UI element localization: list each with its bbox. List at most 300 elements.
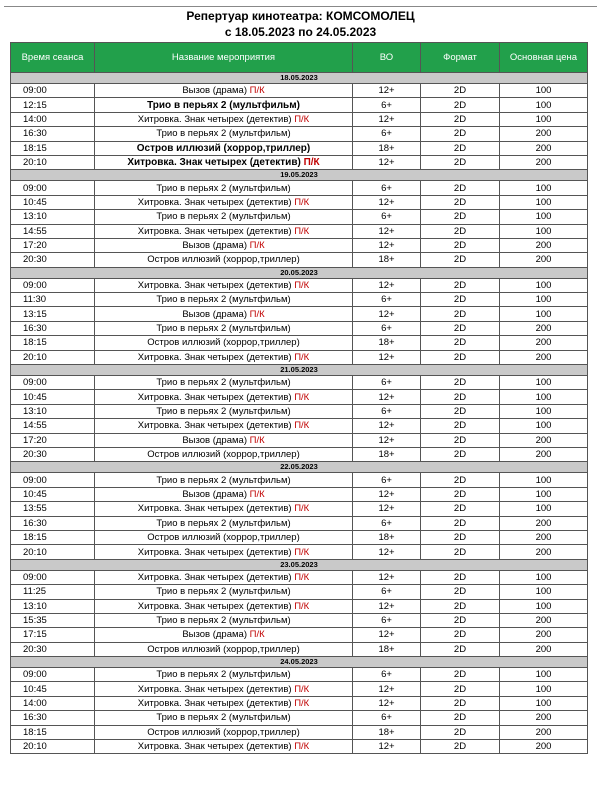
pk-label: П/К [294, 225, 310, 237]
format-cell: 2D [421, 570, 500, 584]
date-label: 19.05.2023 [11, 170, 588, 181]
age-cell: 12+ [353, 570, 421, 584]
table-row [11, 711, 588, 725]
title-cell [95, 682, 353, 696]
title-cell [95, 253, 353, 267]
price-cell: 200 [500, 253, 588, 267]
table-row [11, 278, 588, 292]
time-cell: 16:30 [11, 516, 95, 530]
title-cell [95, 98, 353, 112]
price-cell: 100 [500, 585, 588, 599]
date-label: 22.05.2023 [11, 462, 588, 473]
time-cell: 18:15 [11, 725, 95, 739]
price-cell: 100 [500, 278, 588, 292]
format-cell: 2D [421, 487, 500, 501]
event-title: Хитровка. Знак четырех (детектив) [127, 157, 301, 169]
table-row [11, 668, 588, 682]
age-cell: 6+ [353, 404, 421, 418]
title-cell [95, 278, 353, 292]
event-title: Остров иллюзий (хоррор,триллер) [147, 726, 300, 738]
table-row [11, 336, 588, 350]
event-title: Вызов (драма) [182, 85, 247, 97]
event-title: Хитровка. Знак четырех (детектив) [137, 351, 292, 363]
date-row [11, 73, 588, 84]
title-cell [95, 390, 353, 404]
time-cell: 17:15 [11, 628, 95, 642]
table-row [11, 127, 588, 141]
time-cell: 20:10 [11, 155, 95, 169]
col-header-age: ВО [353, 43, 421, 73]
table-row [11, 570, 588, 584]
title-cell [95, 502, 353, 516]
age-cell: 6+ [353, 376, 421, 390]
time-cell: 09:00 [11, 473, 95, 487]
title-line-1: Репертуар кинотеатра: КОМСОМОЛЕЦ [186, 9, 415, 23]
title-cell [95, 545, 353, 559]
time-cell: 13:55 [11, 502, 95, 516]
date-row [11, 559, 588, 570]
price-cell: 200 [500, 530, 588, 544]
event-title: Трио в перьях 2 (мультфильм) [156, 182, 291, 194]
time-cell: 09:00 [11, 668, 95, 682]
title-cell [95, 141, 353, 155]
title-cell [95, 613, 353, 627]
age-cell: 12+ [353, 238, 421, 252]
event-title: Вызов (драма) [182, 434, 247, 446]
price-cell: 100 [500, 84, 588, 98]
price-cell: 100 [500, 112, 588, 126]
format-cell: 2D [421, 711, 500, 725]
age-cell: 12+ [353, 278, 421, 292]
table-row [11, 350, 588, 364]
time-cell: 16:30 [11, 127, 95, 141]
time-cell: 11:30 [11, 293, 95, 307]
time-cell: 09:00 [11, 84, 95, 98]
price-cell: 100 [500, 195, 588, 209]
table-row [11, 376, 588, 390]
age-cell: 18+ [353, 336, 421, 350]
age-cell: 12+ [353, 224, 421, 238]
format-cell: 2D [421, 307, 500, 321]
pk-label: П/К [294, 113, 310, 125]
format-cell: 2D [421, 155, 500, 169]
title-cell [95, 725, 353, 739]
time-cell: 20:10 [11, 545, 95, 559]
age-cell: 6+ [353, 181, 421, 195]
age-cell: 6+ [353, 613, 421, 627]
time-cell: 09:00 [11, 376, 95, 390]
title-cell [95, 433, 353, 447]
event-title: Хитровка. Знак четырех (детектив) [137, 683, 292, 695]
table-row [11, 307, 588, 321]
age-cell: 12+ [353, 390, 421, 404]
date-label: 23.05.2023 [11, 559, 588, 570]
pk-label: П/К [294, 600, 310, 612]
table-row [11, 696, 588, 710]
age-cell: 6+ [353, 473, 421, 487]
table-row [11, 447, 588, 461]
table-row [11, 740, 588, 754]
format-cell: 2D [421, 682, 500, 696]
table-row [11, 98, 588, 112]
pk-label: П/К [249, 240, 265, 252]
event-title: Вызов (драма) [182, 488, 247, 500]
table-row [11, 682, 588, 696]
age-cell: 6+ [353, 668, 421, 682]
time-cell: 18:15 [11, 336, 95, 350]
event-title: Хитровка. Знак четырех (детектив) [137, 113, 292, 125]
title-cell [95, 516, 353, 530]
price-cell: 200 [500, 516, 588, 530]
format-cell: 2D [421, 278, 500, 292]
schedule-body [11, 73, 588, 754]
format-cell: 2D [421, 98, 500, 112]
col-header-time: Время сеанса [11, 43, 95, 73]
age-cell: 12+ [353, 433, 421, 447]
price-cell: 100 [500, 570, 588, 584]
title-cell [95, 642, 353, 656]
title-cell [95, 84, 353, 98]
price-cell: 200 [500, 336, 588, 350]
price-cell: 200 [500, 613, 588, 627]
format-cell: 2D [421, 336, 500, 350]
table-row [11, 390, 588, 404]
age-cell: 6+ [353, 321, 421, 335]
table-row [11, 585, 588, 599]
event-title: Трио в перьях 2 (мультфильм) [156, 323, 291, 335]
age-cell: 12+ [353, 696, 421, 710]
event-title: Остров иллюзий (хоррор,триллер) [147, 643, 300, 655]
age-cell: 12+ [353, 628, 421, 642]
event-title: Хитровка. Знак четырех (детектив) [137, 391, 292, 403]
title-cell [95, 321, 353, 335]
format-cell: 2D [421, 642, 500, 656]
table-row [11, 502, 588, 516]
event-title: Остров иллюзий (хоррор,триллер) [136, 142, 311, 154]
title-cell [95, 376, 353, 390]
table-row [11, 433, 588, 447]
format-cell: 2D [421, 725, 500, 739]
title-cell [95, 350, 353, 364]
event-title: Трио в перьях 2 (мультфильм) [156, 474, 291, 486]
format-cell: 2D [421, 210, 500, 224]
pk-label: П/К [294, 683, 310, 695]
age-cell: 12+ [353, 350, 421, 364]
event-title: Хитровка. Знак четырех (детектив) [137, 196, 292, 208]
price-cell: 200 [500, 628, 588, 642]
date-row [11, 170, 588, 181]
format-cell: 2D [421, 195, 500, 209]
price-cell: 100 [500, 390, 588, 404]
format-cell: 2D [421, 181, 500, 195]
title-cell [95, 181, 353, 195]
page-title [4, 7, 597, 42]
price-cell: 100 [500, 293, 588, 307]
price-cell: 200 [500, 545, 588, 559]
header-row [11, 43, 588, 73]
event-title: Хитровка. Знак четырех (детектив) [137, 420, 292, 432]
age-cell: 12+ [353, 599, 421, 613]
age-cell: 12+ [353, 545, 421, 559]
title-cell [95, 668, 353, 682]
age-cell: 6+ [353, 711, 421, 725]
time-cell: 15:35 [11, 613, 95, 627]
time-cell: 18:15 [11, 530, 95, 544]
event-title: Трио в перьях 2 (мультфильм) [156, 406, 291, 417]
time-cell: 16:30 [11, 321, 95, 335]
price-cell: 200 [500, 447, 588, 461]
age-cell: 18+ [353, 447, 421, 461]
format-cell: 2D [421, 224, 500, 238]
format-cell: 2D [421, 530, 500, 544]
event-title: Хитровка. Знак четырех (детектив) [137, 503, 292, 515]
price-cell: 200 [500, 433, 588, 447]
title-cell [95, 530, 353, 544]
title-cell [95, 570, 353, 584]
table-row [11, 224, 588, 238]
title-line-2: с 18.05.2023 по 24.05.2023 [224, 25, 377, 39]
event-title: Трио в перьях 2 (мультфильм) [156, 615, 291, 627]
pk-label: П/К [294, 698, 310, 710]
time-cell: 09:00 [11, 181, 95, 195]
pk-label: П/К [249, 434, 265, 446]
pk-label: П/К [294, 571, 310, 583]
pk-label: П/К [294, 196, 310, 208]
title-cell [95, 711, 353, 725]
age-cell: 6+ [353, 210, 421, 224]
age-cell: 6+ [353, 293, 421, 307]
price-cell: 200 [500, 155, 588, 169]
title-cell [95, 447, 353, 461]
price-cell: 200 [500, 350, 588, 364]
table-row [11, 253, 588, 267]
time-cell: 12:15 [11, 98, 95, 112]
format-cell: 2D [421, 390, 500, 404]
format-cell: 2D [421, 473, 500, 487]
event-title: Трио в перьях 2 (мультфильм) [156, 377, 291, 389]
price-cell: 100 [500, 404, 588, 418]
pk-label: П/К [294, 741, 310, 753]
time-cell: 17:20 [11, 238, 95, 252]
event-title: Хитровка. Знак четырех (детектив) [137, 571, 292, 583]
event-title: Хитровка. Знак четырех (детектив) [137, 279, 292, 291]
format-cell: 2D [421, 127, 500, 141]
title-cell [95, 112, 353, 126]
title-cell [95, 210, 353, 224]
title-cell [95, 155, 353, 169]
age-cell: 12+ [353, 155, 421, 169]
schedule-table [10, 42, 588, 754]
title-cell [95, 740, 353, 754]
price-cell: 100 [500, 599, 588, 613]
table-row [11, 112, 588, 126]
table-row [11, 487, 588, 501]
event-title: Хитровка. Знак четырех (детектив) [137, 698, 292, 710]
age-cell: 18+ [353, 253, 421, 267]
time-cell: 20:10 [11, 350, 95, 364]
pk-label: П/К [294, 391, 310, 403]
title-cell [95, 238, 353, 252]
format-cell: 2D [421, 599, 500, 613]
format-cell: 2D [421, 545, 500, 559]
age-cell: 18+ [353, 642, 421, 656]
age-cell: 12+ [353, 740, 421, 754]
table-row [11, 613, 588, 627]
table-row [11, 141, 588, 155]
table-row [11, 321, 588, 335]
table-row [11, 181, 588, 195]
table-row [11, 404, 588, 418]
format-cell: 2D [421, 585, 500, 599]
price-cell: 100 [500, 502, 588, 516]
date-row [11, 657, 588, 668]
table-row [11, 155, 588, 169]
event-title: Остров иллюзий (хоррор,триллер) [147, 449, 300, 461]
time-cell: 14:55 [11, 419, 95, 433]
format-cell: 2D [421, 238, 500, 252]
date-label: 18.05.2023 [11, 73, 588, 84]
format-cell: 2D [421, 350, 500, 364]
age-cell: 12+ [353, 84, 421, 98]
event-title: Трио в перьях 2 (мультфильм) [147, 99, 300, 111]
title-cell [95, 307, 353, 321]
price-cell: 100 [500, 696, 588, 710]
format-cell: 2D [421, 112, 500, 126]
price-cell: 200 [500, 238, 588, 252]
age-cell: 18+ [353, 141, 421, 155]
pk-label: П/К [294, 546, 310, 558]
time-cell: 20:30 [11, 253, 95, 267]
age-cell: 6+ [353, 585, 421, 599]
table-row [11, 473, 588, 487]
age-cell: 12+ [353, 112, 421, 126]
time-cell: 09:00 [11, 278, 95, 292]
col-header-format: Формат [421, 43, 500, 73]
price-cell: 100 [500, 487, 588, 501]
pk-label: П/К [249, 308, 265, 320]
price-cell: 100 [500, 224, 588, 238]
format-cell: 2D [421, 613, 500, 627]
format-cell: 2D [421, 293, 500, 307]
pk-label: П/К [294, 503, 310, 515]
age-cell: 6+ [353, 127, 421, 141]
age-cell: 6+ [353, 98, 421, 112]
price-cell: 100 [500, 473, 588, 487]
price-cell: 100 [500, 419, 588, 433]
table-row [11, 628, 588, 642]
title-cell [95, 696, 353, 710]
event-title: Вызов (драма) [182, 308, 247, 320]
schedule-sheet [4, 0, 597, 754]
event-title: Хитровка. Знак четырех (детектив) [137, 741, 292, 753]
title-cell [95, 628, 353, 642]
table-row [11, 530, 588, 544]
time-cell: 10:45 [11, 195, 95, 209]
time-cell: 13:15 [11, 307, 95, 321]
table-row [11, 238, 588, 252]
format-cell: 2D [421, 376, 500, 390]
age-cell: 12+ [353, 502, 421, 516]
format-cell: 2D [421, 433, 500, 447]
date-label: 21.05.2023 [11, 365, 588, 376]
age-cell: 6+ [353, 516, 421, 530]
price-cell: 200 [500, 127, 588, 141]
age-cell: 12+ [353, 487, 421, 501]
event-title: Трио в перьях 2 (мультфильм) [156, 517, 291, 529]
event-title: Вызов (драма) [182, 240, 247, 252]
price-cell: 100 [500, 307, 588, 321]
format-cell: 2D [421, 419, 500, 433]
format-cell: 2D [421, 502, 500, 516]
time-cell: 13:10 [11, 210, 95, 224]
format-cell: 2D [421, 696, 500, 710]
format-cell: 2D [421, 740, 500, 754]
price-cell: 100 [500, 181, 588, 195]
time-cell: 13:10 [11, 404, 95, 418]
title-cell [95, 127, 353, 141]
event-title: Трио в перьях 2 (мультфильм) [156, 211, 291, 223]
event-title: Трио в перьях 2 (мультфильм) [156, 128, 291, 140]
time-cell: 13:10 [11, 599, 95, 613]
pk-label: П/К [303, 157, 320, 169]
time-cell: 14:00 [11, 696, 95, 710]
title-cell [95, 585, 353, 599]
price-cell: 200 [500, 642, 588, 656]
format-cell: 2D [421, 404, 500, 418]
price-cell: 100 [500, 210, 588, 224]
time-cell: 10:45 [11, 682, 95, 696]
event-title: Хитровка. Знак четырех (детектив) [137, 600, 292, 612]
date-label: 20.05.2023 [11, 267, 588, 278]
title-cell [95, 224, 353, 238]
top-strip [4, 0, 597, 7]
format-cell: 2D [421, 321, 500, 335]
pk-label: П/К [294, 420, 310, 432]
format-cell: 2D [421, 84, 500, 98]
event-title: Остров иллюзий (хоррор,триллер) [147, 532, 300, 544]
date-row [11, 267, 588, 278]
date-row [11, 365, 588, 376]
age-cell: 12+ [353, 307, 421, 321]
pk-label: П/К [249, 629, 265, 641]
title-cell [95, 419, 353, 433]
event-title: Трио в перьях 2 (мультфильм) [156, 669, 291, 681]
title-cell [95, 404, 353, 418]
format-cell: 2D [421, 516, 500, 530]
time-cell: 14:00 [11, 112, 95, 126]
time-cell: 17:20 [11, 433, 95, 447]
format-cell: 2D [421, 628, 500, 642]
age-cell: 12+ [353, 682, 421, 696]
price-cell: 200 [500, 740, 588, 754]
col-header-price: Основная цена [500, 43, 588, 73]
price-cell: 100 [500, 668, 588, 682]
price-cell: 200 [500, 711, 588, 725]
format-cell: 2D [421, 253, 500, 267]
pk-label: П/К [294, 351, 310, 363]
time-cell: 16:30 [11, 711, 95, 725]
event-title: Хитровка. Знак четырех (детектив) [137, 225, 292, 237]
title-cell [95, 473, 353, 487]
time-cell: 20:10 [11, 740, 95, 754]
price-cell: 200 [500, 725, 588, 739]
table-row [11, 84, 588, 98]
event-title: Хитровка. Знак четырех (детектив) [137, 546, 292, 558]
age-cell: 18+ [353, 530, 421, 544]
event-title: Трио в перьях 2 (мультфильм) [156, 712, 291, 724]
title-cell [95, 293, 353, 307]
title-cell [95, 599, 353, 613]
